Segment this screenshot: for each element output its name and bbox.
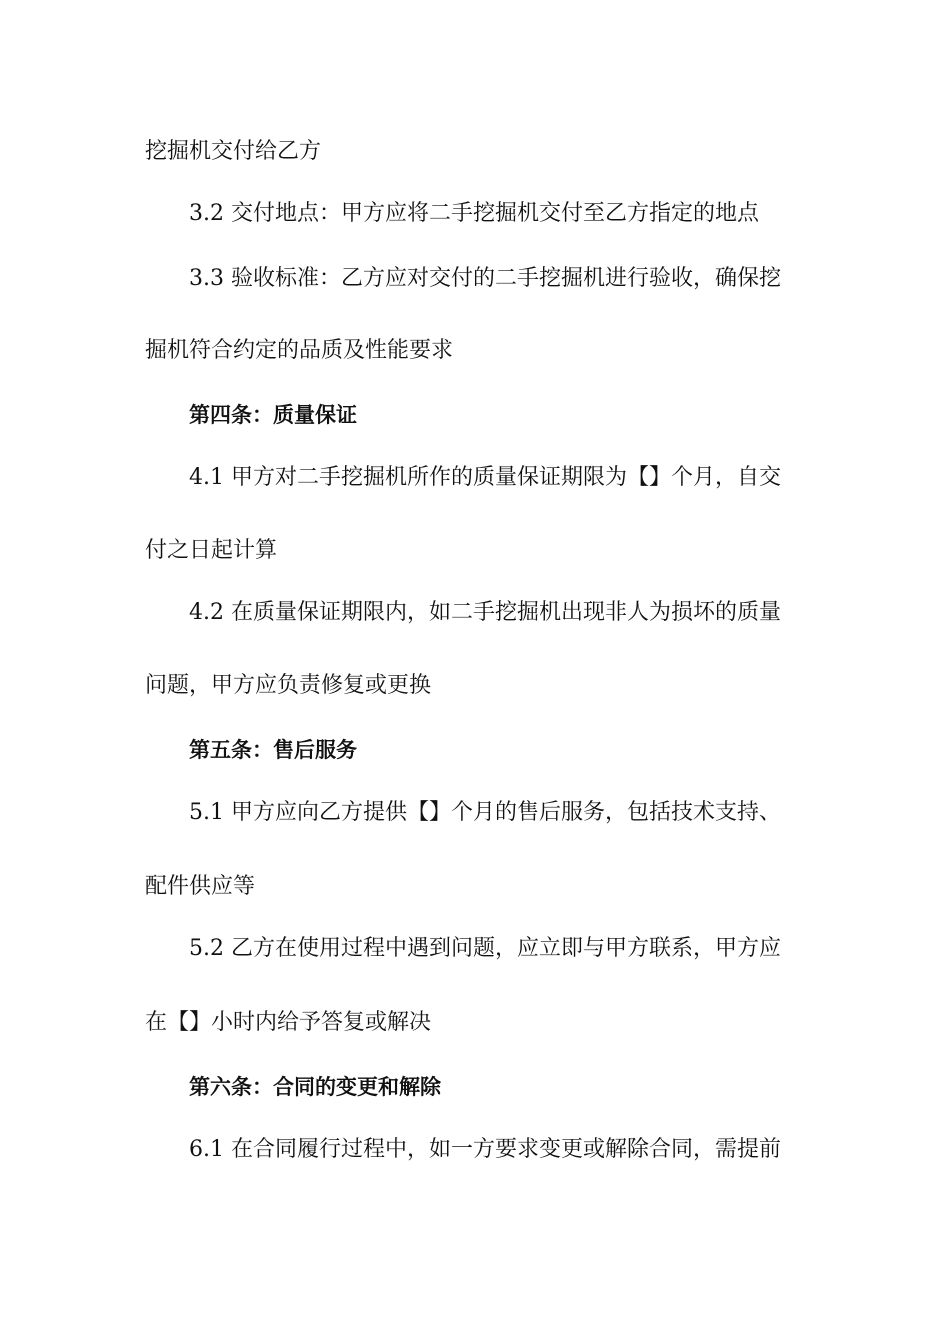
section-heading-5: 第五条：售后服务 [189,738,357,762]
clause-4-2: 4.2 在质量保证期限内，如二手挖掘机出现非人为损坏的质量 [189,600,781,625]
clause-5-2: 5.2 乙方在使用过程中遇到问题，应立即与甲方联系，甲方应 [189,936,781,961]
clause-5-2-continued: 在【】小时内给予答复或解决 [145,1010,432,1035]
clause-5-1-continued: 配件供应等 [145,874,256,899]
section-heading-6: 第六条：合同的变更和解除 [189,1075,441,1099]
clause-3-2: 3.2 交付地点：甲方应将二手挖掘机交付至乙方指定的地点 [189,201,759,226]
clause-4-1-continued: 付之日起计算 [145,538,278,563]
clause-5-1: 5.1 甲方应向乙方提供【】个月的售后服务，包括技术支持、 [189,800,781,825]
clause-6-1: 6.1 在合同履行过程中，如一方要求变更或解除合同，需提前 [189,1137,781,1162]
clause-3-3: 3.3 验收标准：乙方应对交付的二手挖掘机进行验收，确保挖 [189,266,781,291]
clause-4-1: 4.1 甲方对二手挖掘机所作的质量保证期限为【】个月，自交 [189,465,781,490]
clause-4-2-continued: 问题，甲方应负责修复或更换 [145,673,432,698]
section-heading-4: 第四条：质量保证 [189,403,357,427]
clause-3-3-continued: 掘机符合约定的品质及性能要求 [145,338,454,363]
text-line-1: 挖掘机交付给乙方 [145,139,322,164]
